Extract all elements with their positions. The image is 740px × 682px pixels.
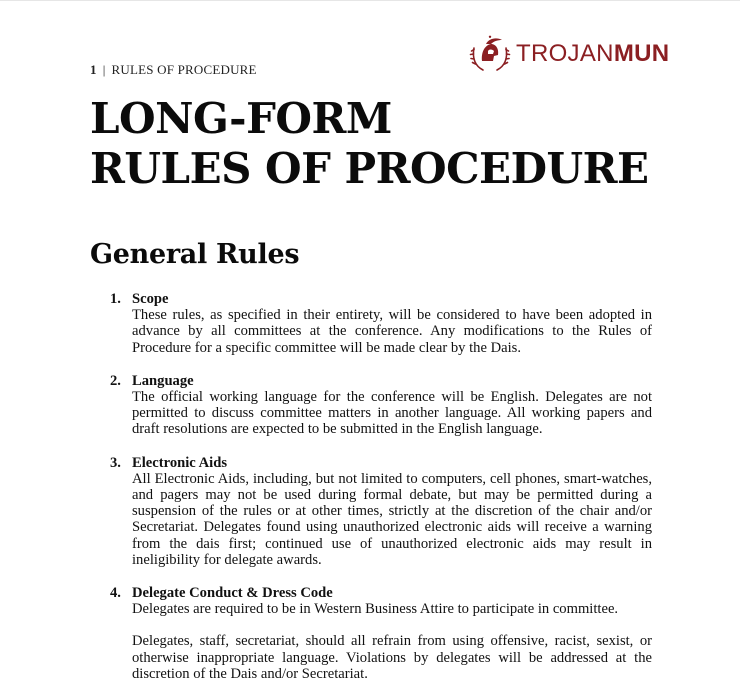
rule-paragraph: Delegates, staff, secretariat, should all refrain from using offensive, racist, sexist, or otherwise inappropriate language. Violations by delegates will be addressed at the discretion of the Dais and/or Secretariat. xyxy=(132,633,652,682)
rule-item xyxy=(90,455,652,568)
document-title-line-1: LONG-FORM xyxy=(90,94,392,143)
rule-number: 3. xyxy=(110,454,121,471)
trojan-helmet-wreath-icon xyxy=(469,34,511,74)
rule-paragraph: The official working language for the conference will be English. Delegates are not permitted to discuss committee matters in another language. All working papers and draft resolutions are expected to be submitted in the English language. xyxy=(132,389,652,438)
rule-number: 2. xyxy=(110,372,121,389)
rule-number: 1. xyxy=(110,291,121,307)
rule-paragraph: All Electronic Aids, including, but not limited to computers, cell phones, smart-watches, and pagers may not be used during formal debate, but may be permitted during a suspension of the rules or at other times, strictly at the discretion of the chair and/or Secretariat. Delegates found using unauthorized electronic aids will receive a warning from the dais first; continued use of unauthorized electronic aids may result in ineligibility for delegate awards. xyxy=(132,470,652,568)
page-number: 1 xyxy=(90,62,97,77)
section-heading: General Rules xyxy=(90,239,300,270)
rule-paragraph: These rules, as specified in their entirety, will be considered to have been adopted in advance by all committees at the conference. Any modifications to the Rules of Procedure for a specific committee will be made clear by the Dais. xyxy=(132,307,652,356)
logo-wordmark xyxy=(516,40,669,68)
logo-wordmark-bold: MUN xyxy=(613,40,670,67)
document-title-line-2: RULES OF PROCEDURE xyxy=(90,144,649,193)
rule-title: Delegate Conduct & Dress Code xyxy=(132,585,333,602)
header-separator: | xyxy=(102,62,106,77)
document-title xyxy=(90,94,649,194)
trojanmun-logo xyxy=(469,34,669,74)
rule-title: Electronic Aids xyxy=(132,454,227,471)
rule-title: Language xyxy=(132,372,194,389)
rule-paragraph: Delegates are required to be in Western Business Attire to participate in committee. xyxy=(132,601,619,618)
rule-item xyxy=(90,373,652,438)
logo-wordmark-light: TROJAN xyxy=(516,40,614,67)
running-header xyxy=(90,62,257,78)
running-title: RULES OF PROCEDURE xyxy=(111,62,257,77)
rule-title: Scope xyxy=(132,291,169,307)
rules-list xyxy=(90,291,652,682)
rule-item xyxy=(90,585,652,682)
rule-number: 4. xyxy=(110,585,121,602)
rule-item xyxy=(90,291,652,356)
